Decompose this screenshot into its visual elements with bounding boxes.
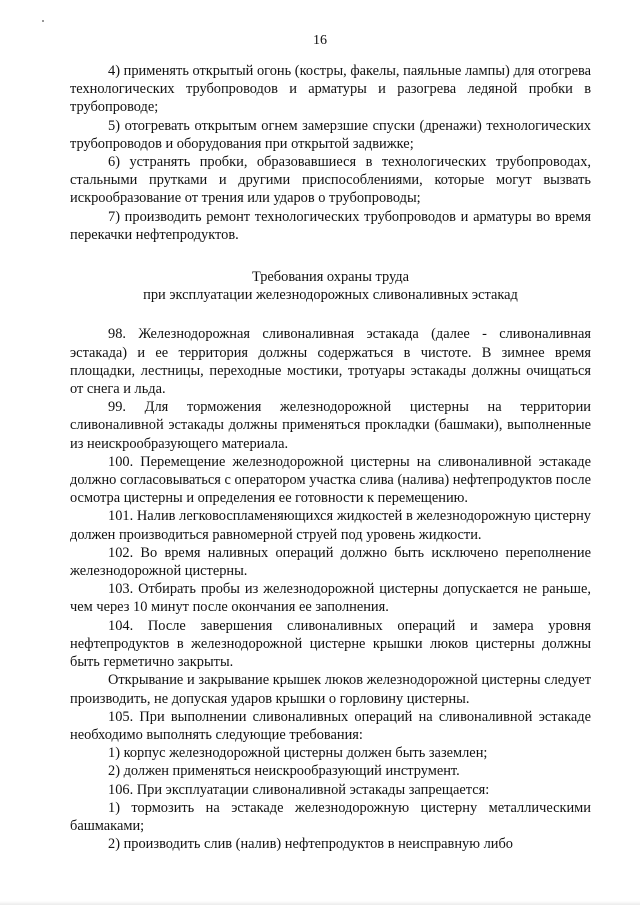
section-heading-line-1: Требования охраны труда <box>251 269 409 286</box>
section-heading <box>70 268 591 304</box>
paragraph-105-item-1: 1) корпус железнодорожной цистерны должен быть заземлен; <box>108 745 488 762</box>
paragraph-105: 105. При выполнении сливоналивных операций на сливоналивной эстакаде необходимо выполнять следующие требования: <box>70 708 591 743</box>
section-heading-line-2: при эксплуатации железнодорожных сливоналивных эстакад <box>143 287 518 304</box>
paragraph-106: 106. При эксплуатации сливоналивной эстакады запрещается: <box>108 781 490 798</box>
list-item: 5) отогревать открытым огнем замерзшие спуски (дренажи) технологических трубопроводов и оборудования при открытой задвижке; <box>70 117 591 152</box>
scan-speck <box>42 20 44 22</box>
document-body <box>70 62 591 853</box>
paragraph-99: 99. Для торможения железнодорожной цистерны на территории сливоналивной эстакады должны применяться прокладки (башмаки), выполненные из неискрообразующего материала. <box>70 399 591 452</box>
paragraph-100: 100. Перемещение железнодорожной цистерны на сливоналивной эстакаде должно согласовываться с оператором участка слива (налива) нефтепродуктов после осмотра цистерны и определения ее готовности к перемещению. <box>70 453 591 507</box>
paragraph-106-item-1: 1) тормозить на эстакаде железнодорожную цистерну металлическими башмаками; <box>70 799 591 834</box>
section-paragraphs <box>70 325 591 853</box>
page-edge-shadow <box>0 901 640 905</box>
paragraph-103: 103. Отбирать пробы из железнодорожной цистерны допускается не раньше, чем через 10 минут после окончания ее заполнения. <box>70 581 591 616</box>
list-item: 6) устранять пробки, образовавшиеся в технологических трубопроводах, стальными прутками и другими приспособлениями, которые могут вызвать искрообразование от трения или ударов о трубопроводы; <box>70 154 591 207</box>
paragraph-106-item-2: 2) производить слив (налив) нефтепродуктов в неисправную либо <box>108 836 513 853</box>
paragraph-104-continued: Открывание и закрывание крышек люков железнодорожной цистерны следует производить, не допуская ударов крышки о горловину цистерны. <box>70 672 591 707</box>
page-number: 16 <box>313 33 327 48</box>
paragraph-101: 101. Налив легковоспламеняющихся жидкостей в железнодорожную цистерну должен производиться равномерной струей под уровень жидкости. <box>70 508 591 543</box>
paragraph-104: 104. После завершения сливоналивных операций и замера уровня нефтепродуктов в железнодорожной цистерне крышки люков цистерны должны быть герметично закрыты. <box>70 617 591 671</box>
prohibited-actions-list <box>70 62 591 244</box>
paragraph-105-item-2: 2) должен применяться неискрообразующий инструмент. <box>108 763 460 780</box>
list-item: 7) производить ремонт технологических трубопроводов и арматуры во время перекачки нефтепродуктов. <box>70 208 591 243</box>
paragraph-98: 98. Железнодорожная сливоналивная эстакада (далее - сливоналивная эстакада) и ее территория должны содержаться в чистоте. В зимнее время площадки, лестницы, переходные мостики, тротуары эстакады должны очищаться от снега и льда. <box>70 326 591 398</box>
list-item: 4) применять открытый огонь (костры, факелы, паяльные лампы) для отогрева технологических трубопроводов и арматуры и разогрева ледяной пробки в трубопроводе; <box>70 63 591 116</box>
paragraph-102: 102. Во время наливных операций должно быть исключено переполнение железнодорожной цистерны. <box>70 544 591 580</box>
